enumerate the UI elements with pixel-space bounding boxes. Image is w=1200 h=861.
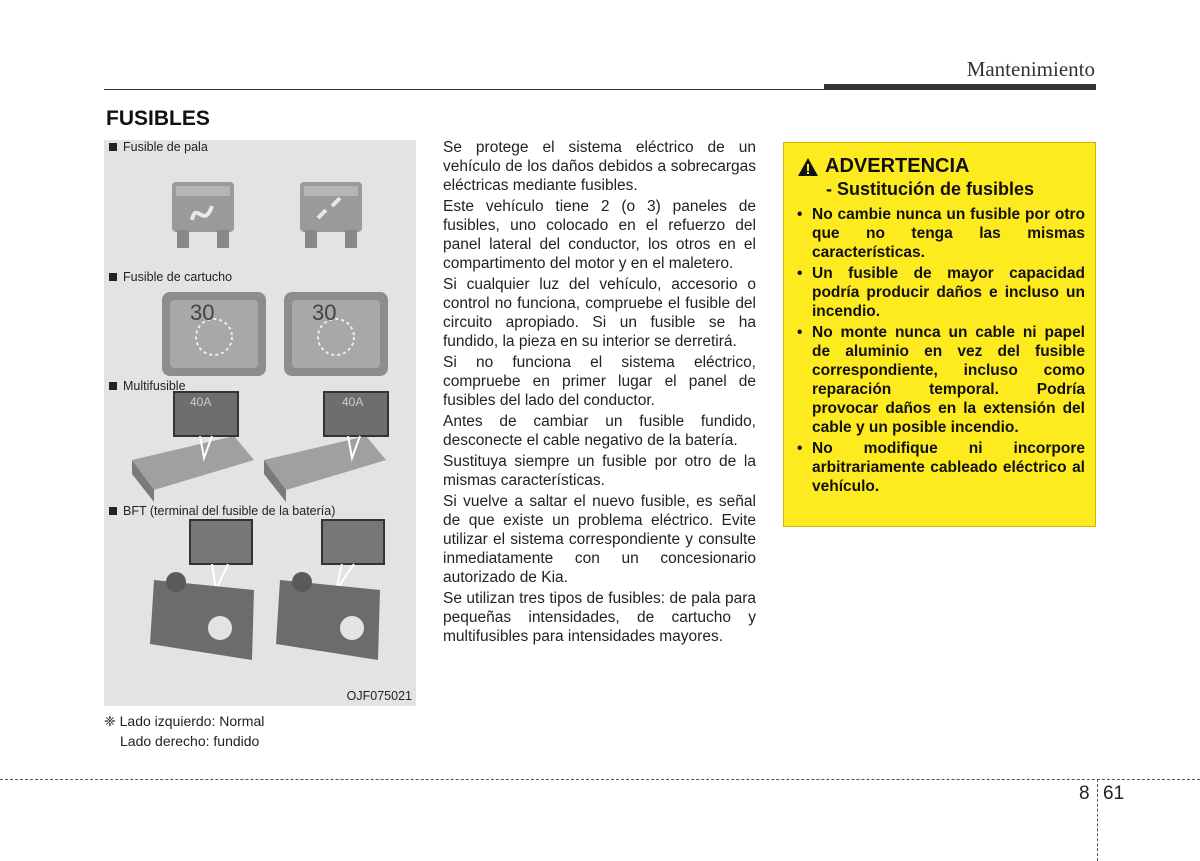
fuse-types-figure: [104, 140, 416, 706]
bft-normal: [150, 520, 254, 660]
bullet-icon: •: [797, 440, 803, 457]
paragraph: Si vuelve a saltar el nuevo fusible, es señal de que existe un problema eléctrico. Evite utilizar el sistema correspondiente y consulte inmediatamente con un concesionario autorizado de Kia.: [443, 493, 756, 586]
figure-caption: [104, 711, 264, 751]
figure-label-cartridge: Fusible de cartucho: [109, 270, 232, 284]
figure-code: OJF075021: [346, 689, 412, 703]
cartridge-rating-normal: 30: [190, 300, 215, 325]
warning-triangle-icon: [797, 157, 819, 177]
label-square-icon: [109, 143, 117, 151]
caption-line-2: Lado derecho: fundido: [120, 733, 260, 749]
running-header-title: Mantenimiento: [966, 57, 1095, 81]
figure-label-multifuse: Multifusible: [109, 379, 186, 393]
cartridge-fuse-blown: [284, 292, 388, 376]
label-square-icon: [109, 273, 117, 281]
paragraph: Se utilizan tres tipos de fusibles: de pala para pequeñas intensidades, de cartucho y multifusibles para intensidades mayores.: [443, 590, 756, 645]
bullet-icon: •: [797, 265, 803, 282]
body-text: [443, 138, 756, 648]
bft-blown: [276, 520, 384, 660]
multifuse-rating-normal: 40A: [190, 395, 212, 409]
paragraph: Este vehículo tiene 2 (o 3) paneles de fusibles, uno colocado en el refuerzo del panel lateral del conductor, los otros en el compartimento del motor y en el maletero.: [443, 198, 756, 272]
warning-item: • No monte nunca un cable ni papel de aluminio en vez del fusible correspondiente, incluso como reparación temporal. Podría provocar daños en la extensión del cable y un posible incendio.: [797, 324, 1085, 436]
multifuse-rating-blown: 40A: [342, 395, 364, 409]
label-square-icon: [109, 382, 117, 390]
blade-fuse-normal: [172, 182, 234, 248]
cartridge-rating-blown: 30: [312, 300, 337, 325]
warning-box: [783, 142, 1096, 527]
page-number: 61: [1103, 783, 1125, 804]
multifuse-normal: [132, 392, 254, 502]
footer-dashed-rule: [0, 779, 1200, 780]
warning-subtitle: - Sustitución de fusibles: [826, 179, 1035, 199]
fuse-illustration: [104, 140, 416, 706]
warning-item: • Un fusible de mayor capacidad podría producir daños e incluso un incendio.: [797, 265, 1085, 320]
paragraph: Si no funciona el sistema eléctrico, compruebe en primer lugar el panel de fusibles del lado del conductor.: [443, 354, 756, 409]
warning-title: ADVERTENCIA: [825, 155, 970, 177]
caption-symbol: ❈: [104, 713, 116, 729]
section-title: FUSIBLES: [106, 107, 210, 130]
footer-dashed-divider: [1097, 779, 1098, 861]
bullet-icon: •: [797, 206, 803, 223]
paragraph: Sustituya siempre un fusible por otro de la mismas características.: [443, 453, 756, 489]
multifuse-blown: [264, 392, 388, 502]
chapter-number: 8: [1079, 783, 1090, 804]
label-square-icon: [109, 507, 117, 515]
warning-heading: [797, 155, 1085, 178]
cartridge-fuse-normal: [162, 292, 266, 376]
figure-label-bft: BFT (terminal del fusible de la batería): [109, 504, 335, 518]
caption-line-1: Lado izquierdo: Normal: [119, 713, 265, 729]
figure-label-blade: Fusible de pala: [109, 140, 208, 154]
blade-fuse-blown: [300, 182, 362, 248]
bullet-icon: •: [797, 324, 803, 341]
paragraph: Se protege el sistema eléctrico de un vehículo de los daños debidos a sobrecargas eléctricas mediante fusibles.: [443, 139, 756, 194]
warning-item: • No cambie nunca un fusible por otro que no tenga las mismas características.: [797, 206, 1085, 261]
warning-item: • No modifique ni incorpore arbitrariamente cableado eléctrico al vehículo.: [797, 440, 1085, 495]
paragraph: Antes de cambiar un fusible fundido, desconecte el cable negativo de la batería.: [443, 413, 756, 449]
warning-list: [794, 205, 1085, 496]
paragraph: Si cualquier luz del vehículo, accesorio o control no funciona, compruebe el fusible del circuito apropiado. Si un fusible se ha fundido, la pieza en su interior se derretirá.: [443, 276, 756, 350]
header-rule-accent: [824, 84, 1096, 90]
